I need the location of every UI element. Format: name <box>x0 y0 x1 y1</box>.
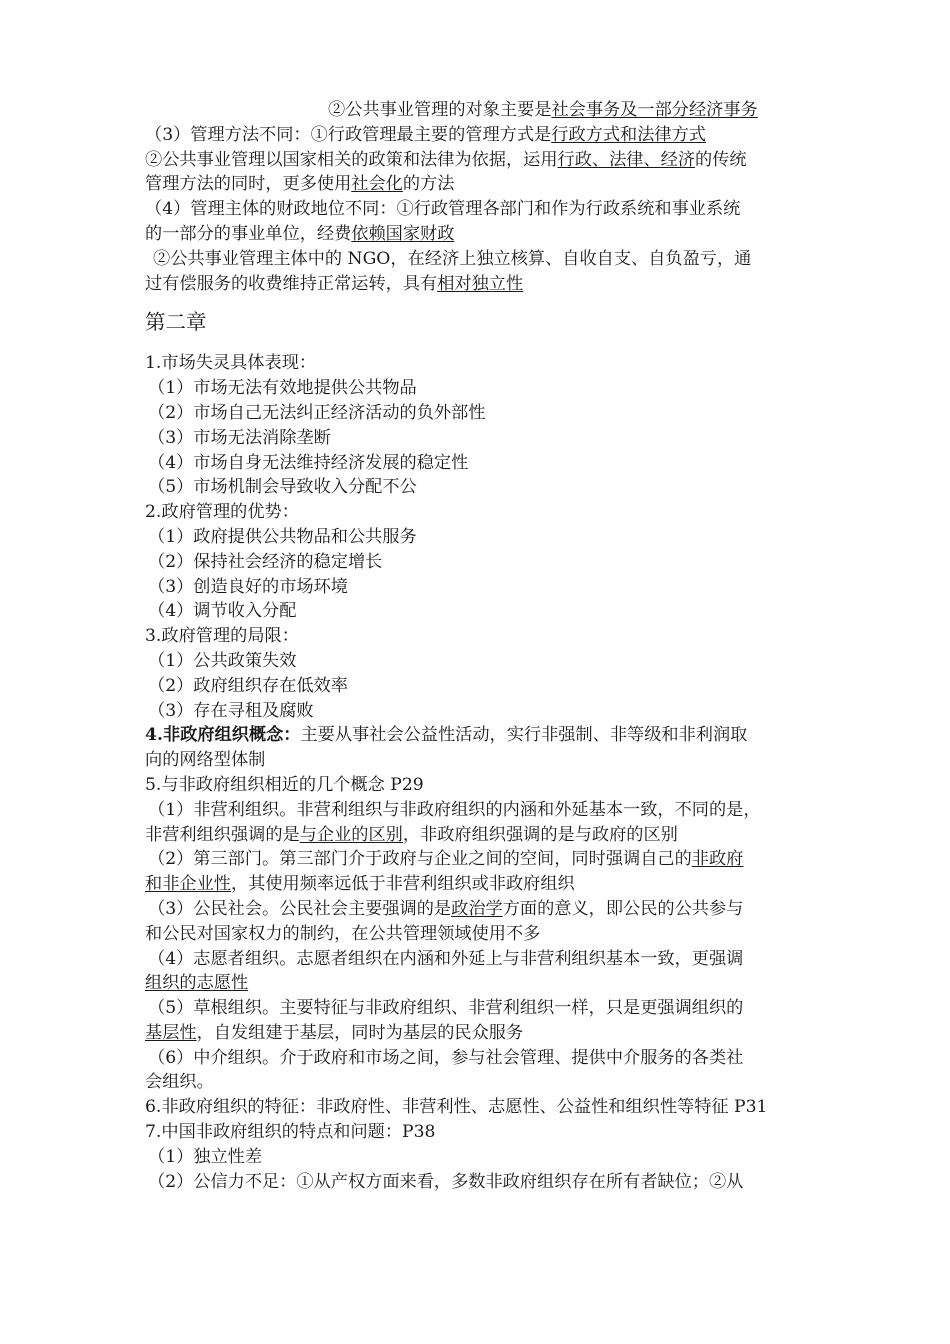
document-page <box>145 98 813 1194</box>
list-item: （1）政府提供公共物品和公共服务 <box>148 526 417 547</box>
list-item: （1）市场无法有效地提供公共物品 <box>148 378 417 399</box>
list-item: （3）公民社会。公民社会主要强调的是政治学方面的意义，即公民的公共参与 <box>148 898 744 919</box>
list-item: （3）创造良好的市场环境 <box>148 576 348 597</box>
list-item: （4）调节收入分配 <box>148 601 297 622</box>
text-line: ②公共事业管理主体中的 NGO，在经济上独立核算、自收自支、自负盈亏，通 <box>153 248 752 269</box>
section-title: 3.政府管理的局限： <box>145 626 299 647</box>
text-line: 向的网络型体制 <box>145 750 266 771</box>
text-line: ②公共事业管理的对象主要是社会事务及一部分经济事务 <box>328 100 758 120</box>
section-title: 5.与非政府组织相近的几个概念 P29 <box>145 774 424 795</box>
list-item: （5）草根组织。主要特征与非政府组织、非营利组织一样，只是更强调组织的 <box>148 998 744 1019</box>
text-line: ②公共事业管理以国家相关的政策和法律为依据，运用行政、法律、经济的传统 <box>145 149 747 170</box>
text-line: 会组织。 <box>145 1072 214 1093</box>
list-item: （2）第三部门。第三部门介于政府与企业之间的空间，同时强调自己的非政府 <box>148 849 744 870</box>
list-item: （2）市场自己无法纠正经济活动的负外部性 <box>148 402 486 423</box>
text-line: 管理方法的同时，更多使用社会化的方法 <box>145 174 455 195</box>
list-item: （4）市场自身无法维持经济发展的稳定性 <box>148 452 469 473</box>
list-item: （3）存在寻租及腐败 <box>148 700 314 721</box>
section-title: 6.非政府组织的特征：非政府性、非营利性、志愿性、公益性和组织性等特征 P31 <box>145 1097 768 1118</box>
list-item: （5）市场机制会导致收入分配不公 <box>148 477 417 498</box>
list-item: （2）公信力不足：①从产权方面来看，多数非政府组织存在所有者缺位；②从 <box>148 1171 744 1192</box>
list-item: （3）市场无法消除垄断 <box>148 427 331 448</box>
list-item: （1）非营利组织。非营利组织与非政府组织的内涵和外延基本一致，不同的是， <box>148 799 761 820</box>
list-item: （4）志愿者组织。志愿者组织在内涵和外延上与非营利组织基本一致，更强调 <box>148 948 744 969</box>
list-item: （1）公共政策失效 <box>148 650 297 671</box>
list-item: （2）保持社会经济的稳定增长 <box>148 551 383 572</box>
text-line: 过有偿服务的收费维持正常运转，具有相对独立性 <box>145 273 524 294</box>
text-line: 和公民对国家权力的制约，在公共管理领域使用不多 <box>145 923 541 944</box>
text-line: 和非企业性，其使用频率远低于非营利组织或非政府组织 <box>145 874 575 895</box>
text-line: 组织的志愿性 <box>145 973 249 994</box>
list-item: （6）中介组织。介于政府和市场之间，参与社会管理、提供中介服务的各类社 <box>148 1047 744 1068</box>
section-title: 2.政府管理的优势： <box>145 502 299 523</box>
list-item: （2）政府组织存在低效率 <box>148 675 348 696</box>
text-line: （3）管理方法不同：①行政管理最主要的管理方式是行政方式和法律方式 <box>145 124 706 145</box>
text-line: （4）管理主体的财政地位不同：①行政管理各部门和作为行政系统和事业系统 <box>145 199 741 220</box>
text-line: 的一部分的事业单位，经费依赖国家财政 <box>145 223 455 244</box>
section-title: 1.市场失灵具体表现： <box>145 353 317 374</box>
text-line: 非营利组织强调的是与企业的区别，非政府组织强调的是与政府的区别 <box>145 824 678 845</box>
chapter-title: 第二章 <box>145 310 207 335</box>
section-title: 7.中国非政府组织的特点和问题：P38 <box>145 1122 436 1143</box>
list-item: （1）独立性差 <box>148 1146 263 1167</box>
section-title: 4.非政府组织概念：主要从事社会公益性活动，实行非强制、非等级和非利润取 <box>145 725 748 746</box>
text-line: 基层性，自发组建于基层，同时为基层的民众服务 <box>145 1022 524 1043</box>
